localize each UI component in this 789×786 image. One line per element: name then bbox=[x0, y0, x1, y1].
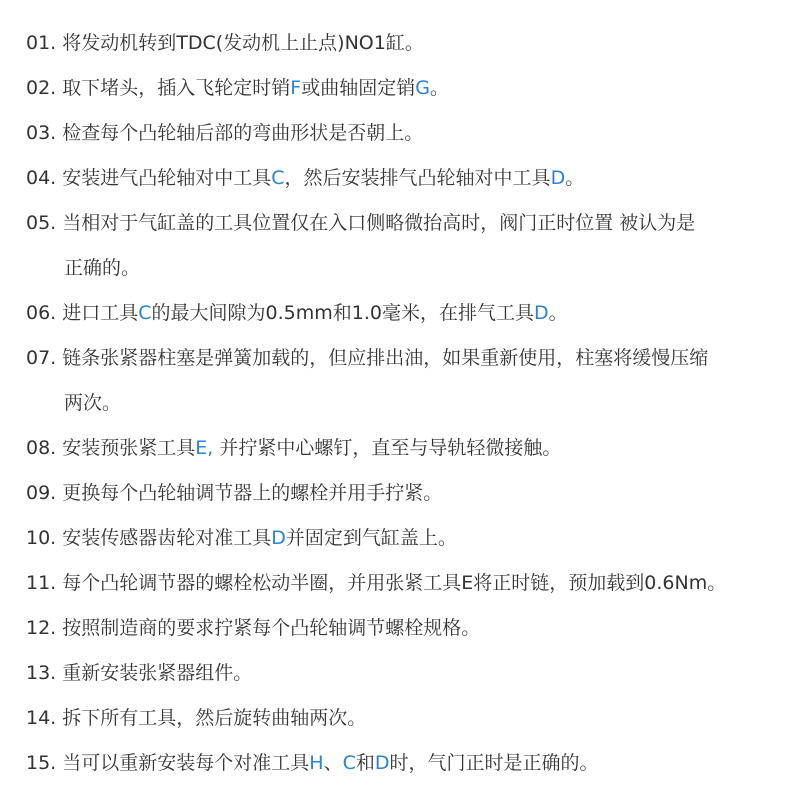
step-text: 。 bbox=[429, 77, 449, 99]
tool-label: F bbox=[290, 77, 302, 99]
tool-label: D bbox=[374, 752, 390, 774]
step-text: 安装预张紧工具 bbox=[56, 437, 196, 459]
step-number: 14. bbox=[26, 707, 57, 729]
step-number: 11. bbox=[26, 572, 57, 594]
tool-label: D bbox=[271, 527, 286, 549]
tool-label: H bbox=[309, 752, 324, 774]
step-12 bbox=[26, 606, 779, 651]
step-10 bbox=[26, 516, 779, 561]
step-number: 02. bbox=[26, 77, 57, 99]
step-text: 按照制造商的要求拧紧每个凸轮轴调节螺栓规格。 bbox=[56, 617, 481, 639]
tool-label: D bbox=[550, 167, 566, 189]
step-number: 12. bbox=[26, 617, 57, 639]
step-1 bbox=[26, 21, 779, 66]
step-text: ，然后安装排气凸轮轴对中工具 bbox=[284, 167, 551, 189]
step-3 bbox=[26, 111, 779, 156]
tool-label: E, bbox=[195, 437, 214, 459]
step-text: 将发动机转到TDC(发动机上止点)NO1缸。 bbox=[56, 32, 424, 54]
step-text: 安装进气凸轮轴对中工具 bbox=[56, 167, 272, 189]
step-text: 更换每个凸轮轴调节器上的螺栓并用手拧紧。 bbox=[56, 482, 443, 504]
step-number: 08. bbox=[26, 437, 57, 459]
step-number: 09. bbox=[26, 482, 57, 504]
step-text: 并拧紧中心螺钉，直至与导轨轻微接触。 bbox=[213, 437, 562, 459]
step-number: 15. bbox=[26, 752, 57, 774]
step-9 bbox=[26, 471, 779, 516]
step-text: 每个凸轮调节器的螺栓松动半圈，并用张紧工具E将正时链，预加载到0.6Nm。 bbox=[56, 572, 727, 594]
tool-label: C bbox=[271, 167, 285, 189]
step-6 bbox=[26, 291, 779, 336]
step-number: 06. bbox=[26, 302, 57, 324]
tool-label: G bbox=[415, 77, 430, 99]
step-14 bbox=[26, 696, 779, 741]
step-number: 01. bbox=[26, 32, 57, 54]
step-number: 13. bbox=[26, 662, 57, 684]
tool-label: C bbox=[342, 752, 356, 774]
step-text: 进口工具 bbox=[56, 302, 139, 324]
step-5 bbox=[26, 201, 779, 246]
step-text: 和 bbox=[355, 752, 375, 774]
step-text: 、 bbox=[323, 752, 343, 774]
tool-label: C bbox=[138, 302, 152, 324]
step-text: 重新安装张紧器组件。 bbox=[56, 662, 253, 684]
step-13 bbox=[26, 651, 779, 696]
step-continuation: 正确的。 bbox=[64, 257, 141, 279]
step-text: 当可以重新安装每个对准工具 bbox=[56, 752, 310, 774]
step-text: 当相对于气缸盖的工具位置仅在入口侧略微抬高时，阀门正时位置 被认为是 bbox=[56, 212, 696, 234]
step-text: 或曲轴固定销 bbox=[301, 77, 416, 99]
step-number: 05. bbox=[26, 212, 57, 234]
step-text: 链条张紧器柱塞是弹簧加载的，但应排出油，如果重新使用，柱塞将缓慢压缩 bbox=[56, 347, 709, 369]
step-8 bbox=[26, 426, 779, 471]
step-4 bbox=[26, 156, 779, 201]
step-7 bbox=[26, 336, 779, 381]
step-text: 。 bbox=[548, 302, 568, 324]
step-number: 03. bbox=[26, 122, 57, 144]
step-11 bbox=[26, 561, 779, 606]
step-number: 07. bbox=[26, 347, 57, 369]
step-text: 并固定到气缸盖上。 bbox=[285, 527, 457, 549]
step-number: 10. bbox=[26, 527, 57, 549]
step-text: 拆下所有工具，然后旋转曲轴两次。 bbox=[56, 707, 367, 729]
step-text: 。 bbox=[565, 167, 585, 189]
step-text: 检查每个凸轮轴后部的弯曲形状是否朝上。 bbox=[56, 122, 424, 144]
step-15 bbox=[26, 741, 779, 786]
tool-label: D bbox=[534, 302, 549, 324]
step-continuation: 两次。 bbox=[64, 392, 122, 414]
step-text: 取下堵头，插入飞轮定时销 bbox=[56, 77, 291, 99]
step-number: 04. bbox=[26, 167, 57, 189]
step-text: 的最大间隙为0.5mm和1.0毫米，在排气工具 bbox=[151, 302, 534, 324]
step-text: 时，气门正时是正确的。 bbox=[389, 752, 599, 774]
step-2 bbox=[26, 66, 779, 111]
step-text: 安装传感器齿轮对准工具 bbox=[56, 527, 272, 549]
